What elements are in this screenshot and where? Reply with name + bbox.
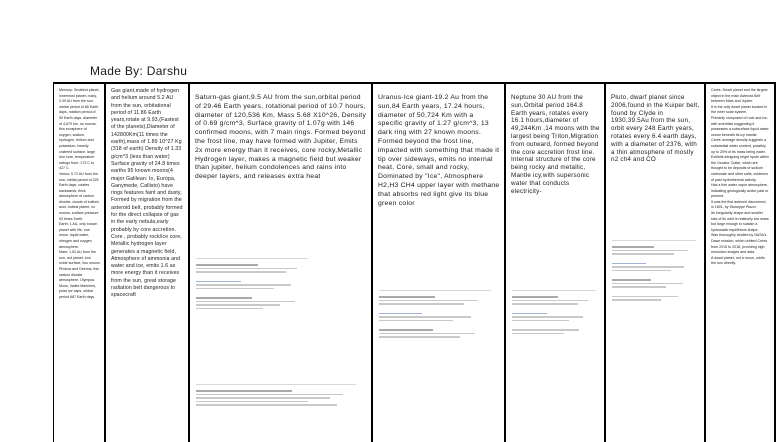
column-intro-text: Mercury: Smallest planet, innermost planet, rocky, 0.39 AU from the sun, orbital period of 88 Earth days, rotation period of 59 Earth days, diameter of 4,879 km, no moons, thin exosphere of oxygen, sodium, hydrogen, helium and potassium, heavily cratered surface, large iron core, temperature swings from -173 C to 427 C. Venus: 0.72 AU from the sun, orbital period of 225 Earth days, rotates backwards, thick atmosphere of carbon dioxide, clouds of sulfuric acid, hottest planet, no moons, surface pressure 92 times Earth. Earth: 1 AU, only known planet with life, one moon, liquid water, nitrogen and oxygen atmosphere. Mars: 1.52 AU from the sun, red planet, iron oxide surface, two moons Phobos and Deimos, thin carbon dioxide atmosphere, Olympus Mons, Valles Marineris, polar ice caps, orbital period 687 Earth days.: [59, 88, 100, 299]
uranus-reference-thumbnail: [379, 290, 491, 340]
column-saturn: [190, 84, 373, 442]
pluto-reference-thumbnail: [612, 240, 696, 303]
column-jupiter: [106, 84, 190, 442]
neptune-reference-thumbnail: [512, 290, 596, 336]
column-pluto-text: Pluto, dwarf planet since 2006,found in the Kuiper belt, found by Clyde in 1930,39.5Au from the sun, orbit every 248 Earth years, rotates every 6.4 earth days, with a diameter of 2376, with a thin atmosphere of mostly n2 ch4 and CO: [611, 94, 702, 164]
column-neptune: [506, 84, 606, 442]
saturn-reference-thumbnail-lower: [196, 384, 356, 408]
column-ceres-text: Ceres: Dwarf planet and the largest object in the main Asteroid Belt between Mars and Jupiter. It is the only dwarf planet located in the inner solar system. Primarily composed of rock and ice, with scientists suggesting it possesses a subsurface liquid water ocean beneath its icy mantle. Ceres' average density suggests a substantial water content, possibly up to 25% of its mass being water. Exhibits intriguing bright spots within the Occator Crater, which are thought to be deposits of sodium carbonate and other salts, evidence of past hydrothermal activity. Has a thin water vapor atmosphere, indicating geologically active past or present. It was the first asteroid discovered, in 1801, by Giuseppe Piazzi. Its irregularity shape and smaller size of its orbit is relatively low mass but large enough to sustain a hydrostatic equilibrium shape. Was thoroughly studied by NASA's Dawn mission, which orbited Ceres from 2015 to 2018, providing high resolution images and data. A dwarf planet, not a moon, orbits the sun directly.: [711, 88, 769, 266]
column-uranus-text: Uranus-Ice giant-19.2 Au from the sun,84 Earth years, 17.24 hours, diameter of 50,724 Km with a specific gravity of 1.27 g/cm^3, 13 dark ring with 27 known moons. Formed beyond the frost line, impacted with something that made it tip over sideways, emits no internal heat, Core, small and rocky, Dominated by "Ice", Atmosphere H2,H3 CH4 upper layer with methane that absorbs red light give its blue green color: [378, 94, 502, 207]
column-ceres: [706, 84, 776, 442]
column-intro: [54, 84, 106, 442]
column-pluto: [606, 84, 706, 442]
saturn-reference-thumbnail: [196, 258, 308, 311]
notes-board: [53, 82, 776, 442]
column-saturn-text: Saturn-gas giant,9.5 AU from the sun,orbital period of 29.46 Earth years, rotational period of 10.7 hours, diameter of 120,536 Km, Mass 5.68 X10^26, Density of 0.69 g/cm^3, Surface gravity of 1.07g with 146 confirmed moons, with 7 main rings. Formed beyond the frost line, may have formed with Jupiter, Emits 2x more energy than it receives, core rocky,Metallic Hydrogen layer, makes a magnetic field but weaker than jupiter, helium condolences and rains into deeper layers, and releases extra heat: [195, 94, 369, 181]
column-uranus: [373, 84, 506, 442]
column-neptune-text: Neptune 30 AU from the sun,Orbital period 164.8 Earth years, rotates every 16.1 hours,diameter of 49,244Km ,14 moons with the largest being Triton,Migration from outward, formed beyond the core accretion frost line. Internal structure of the core being rocky and metallic, Mantle icy,with supersonic water that conducts electricity-: [511, 94, 602, 195]
page-title: Made By: Darshu: [90, 64, 188, 78]
column-jupiter-text: Gas giant,made of hydrogen and helium around 5.2 AU from the sun, orbitational period of 11.86 Earth years,rotate at 9.93,(Fastest of the planets),Diameter of 142800Km(11 times the earth),mass of 1.89 10^27 Kg (318 of earth) Density of 1.33 g/cm^3 (less than water) Surface gravity of 24.8 times earths 95 known moons(4 major Galilean: Io, Europa, Ganymede, Callisto) have rings features faint and dusty, Formed by migration from the asteroid belt, probably formed for the direct collapse of gas in the early nebula,early probably by core accretion. Core , probably rock/ice core, Metallic hydrogen layer generates a magnetic field, Atmosphere of ammonia and water and ice, emits 1.6 as more energy than it receives from the sun, great storage radiation belt dangerous to spacecraft: [111, 88, 185, 299]
